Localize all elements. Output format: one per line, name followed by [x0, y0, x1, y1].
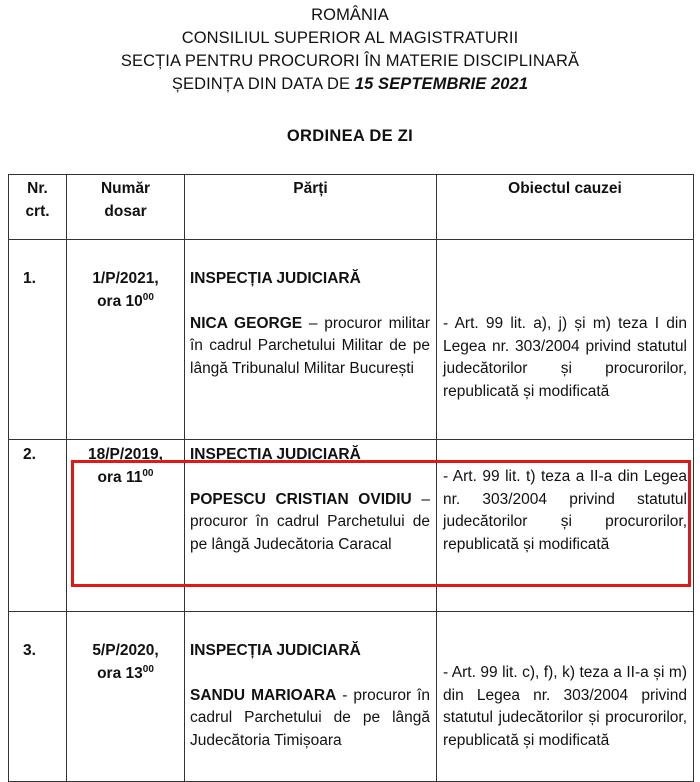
case-object: - Art. 99 lit. a), j) și m) teza I din Legea nr. 303/2004 privind statutul judecătorilor și procurorilor, republicată și modificată [443, 315, 687, 400]
row-obiect [437, 240, 694, 440]
time-minutes: 00 [142, 663, 154, 675]
time-hour: ora 13 [97, 664, 143, 682]
dosar-number: 18/P/2019, [88, 446, 163, 463]
header-session-date: 15 SEPTEMBRIE 2021 [354, 75, 529, 93]
table-header-row [9, 175, 694, 240]
time-hour: ora 10 [97, 292, 143, 310]
time-hour: ora 11 [97, 468, 143, 486]
row-dosar [67, 440, 185, 612]
document-header [0, 4, 700, 96]
table-row [9, 612, 694, 782]
row-parti [185, 240, 437, 440]
dosar-number: 5/P/2020, [92, 642, 159, 659]
party-description: – procuror militar în cadrul Parchetului Militar de pe lângă Tribunalul Militar București [190, 314, 430, 377]
row-parti [185, 612, 437, 782]
agenda-title: ORDINEA DE ZI [286, 127, 414, 145]
dosar-time [69, 291, 182, 314]
header-nr: Nr. crt. [9, 175, 67, 240]
row-dosar [67, 612, 185, 782]
header-obiect: Obiectul cauzei [437, 175, 694, 240]
header-parti: Părți [185, 175, 437, 240]
party-name: NICA GEORGE [190, 314, 303, 332]
row-dosar [67, 240, 185, 440]
header-council: CONSILIUL SUPERIOR AL MAGISTRATURII [181, 29, 519, 47]
party-name: SANDU MARIOARA [190, 686, 337, 704]
header-session-prefix: ȘEDINȚA DIN DATA DE [171, 75, 355, 93]
party-description: – procuror în cadrul Parchetului de pe lângă Judecătoria Caracal [190, 490, 431, 553]
header-dosar: Număr dosar [67, 175, 185, 240]
party-text [190, 489, 430, 557]
header-country: ROMÂNIA [311, 6, 389, 24]
party-text [190, 685, 430, 753]
table-row [9, 240, 694, 440]
header-section: SECȚIA PENTRU PROCURORI ÎN MATERIE DISCIPLINARĂ [120, 52, 580, 70]
institution-name: INSPECȚIA JUDICIARĂ [190, 270, 361, 287]
case-object: - Art. 99 lit. c), f), k) teza a II-a și m) din Legea nr. 303/2004 privind statutul judecătorilor și procurorilor, republicată și modificată [443, 664, 687, 749]
time-minutes: 00 [142, 291, 154, 303]
row-obiect [437, 440, 694, 612]
row-nr: 3. [9, 612, 67, 782]
party-description: - procuror în cadrul Parchetului de pe lângă Judecătoria Timișoara [190, 686, 430, 749]
header-session [0, 73, 700, 96]
institution-name: INSPECȚIA JUDICIARĂ [190, 642, 361, 659]
row-parti [185, 440, 437, 612]
row-nr: 1. [9, 240, 67, 440]
time-minutes: 00 [142, 467, 154, 479]
case-object: - Art. 99 lit. t) teza a II-a din Legea nr. 303/2004 privind statutul judecătorilor și procurorilor, republicată și modificată [443, 468, 687, 553]
agenda-table [8, 174, 694, 782]
dosar-time [69, 467, 182, 490]
party-text [190, 313, 430, 381]
row-obiect [437, 612, 694, 782]
institution-name: INSPECȚIA JUDICIARĂ [190, 446, 361, 463]
table-row [9, 440, 694, 612]
dosar-number: 1/P/2021, [92, 270, 159, 287]
row-nr: 2. [9, 440, 67, 612]
party-name: POPESCU CRISTIAN OVIDIU [190, 490, 412, 508]
dosar-time [69, 663, 182, 686]
